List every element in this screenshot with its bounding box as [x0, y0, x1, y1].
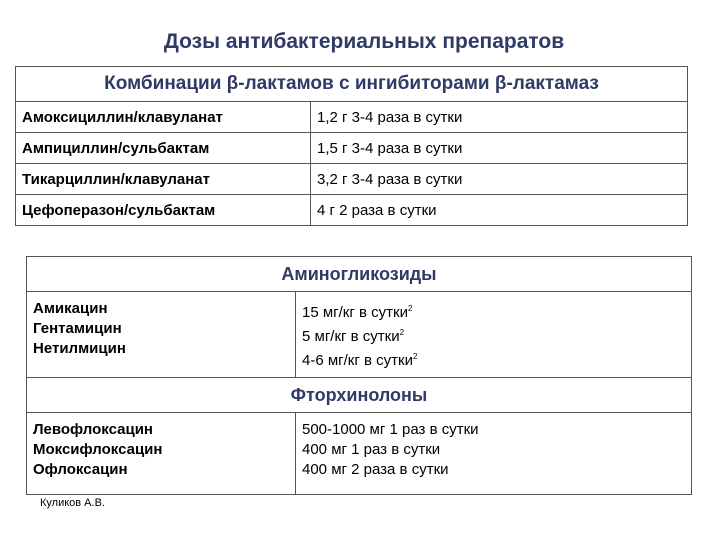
drug-dose: 15 мг/кг в сутки [302, 304, 408, 321]
drug-name: Ампициллин/сульбактам [16, 133, 311, 164]
author-credit: Куликов А.В. [40, 497, 105, 509]
drug-name: Нетилмицин [33, 340, 126, 357]
table-row [16, 133, 688, 164]
drug-name: Амоксициллин/клавуланат [16, 102, 311, 133]
footnote-mark: 2 [399, 328, 405, 337]
drug-name: Офлоксацин [33, 461, 128, 478]
drug-name: Амикацин [33, 300, 108, 317]
table-row [27, 292, 692, 378]
drug-dose: 400 мг 1 раз в сутки [302, 441, 441, 458]
drug-dose: 400 мг 2 раза в сутки [302, 461, 449, 478]
drug-dose: 500-1000 мг 1 раз в сутки [302, 421, 479, 438]
drug-dose-line [302, 347, 685, 371]
footnote-mark: 2 [412, 352, 418, 361]
footnote-mark: 2 [407, 304, 413, 313]
drug-doses [296, 413, 692, 495]
table-row [16, 195, 688, 226]
drug-names [27, 292, 296, 378]
table-row [16, 102, 688, 133]
beta-lactam-table [15, 66, 688, 226]
aminoglycoside-fluoroquinolone-table [26, 256, 692, 495]
drug-dose: 1,2 г 3-4 раза в сутки [311, 102, 688, 133]
drug-dose: 1,5 г 3-4 раза в сутки [311, 133, 688, 164]
drug-doses [296, 292, 692, 378]
section-heading-aminoglycosides: Аминогликозиды [27, 257, 692, 292]
page-title: Дозы антибактериальных препаратов [163, 30, 565, 53]
drug-dose: 4 г 2 раза в сутки [311, 195, 688, 226]
drug-dose: 4-6 мг/кг в сутки [302, 352, 413, 369]
drug-dose-line [302, 323, 685, 347]
drug-dose: 3,2 г 3-4 раза в сутки [311, 164, 688, 195]
drug-dose: 5 мг/кг в сутки [302, 328, 400, 345]
section-heading-fluoroquinolones: Фторхинолоны [27, 378, 692, 413]
drug-name: Цефоперазон/сульбактам [16, 195, 311, 226]
table-row [27, 413, 692, 495]
section-heading-beta-lactams: Комбинации β-лактамов с ингибиторами β-лактамаз [16, 67, 688, 102]
drug-dose-line [302, 299, 685, 323]
drug-names [27, 413, 296, 495]
drug-name: Гентамицин [33, 320, 122, 337]
table-row [16, 164, 688, 195]
drug-name: Левофлоксацин [33, 421, 153, 438]
drug-name: Моксифлоксацин [33, 441, 163, 458]
drug-name: Тикарциллин/клавуланат [16, 164, 311, 195]
